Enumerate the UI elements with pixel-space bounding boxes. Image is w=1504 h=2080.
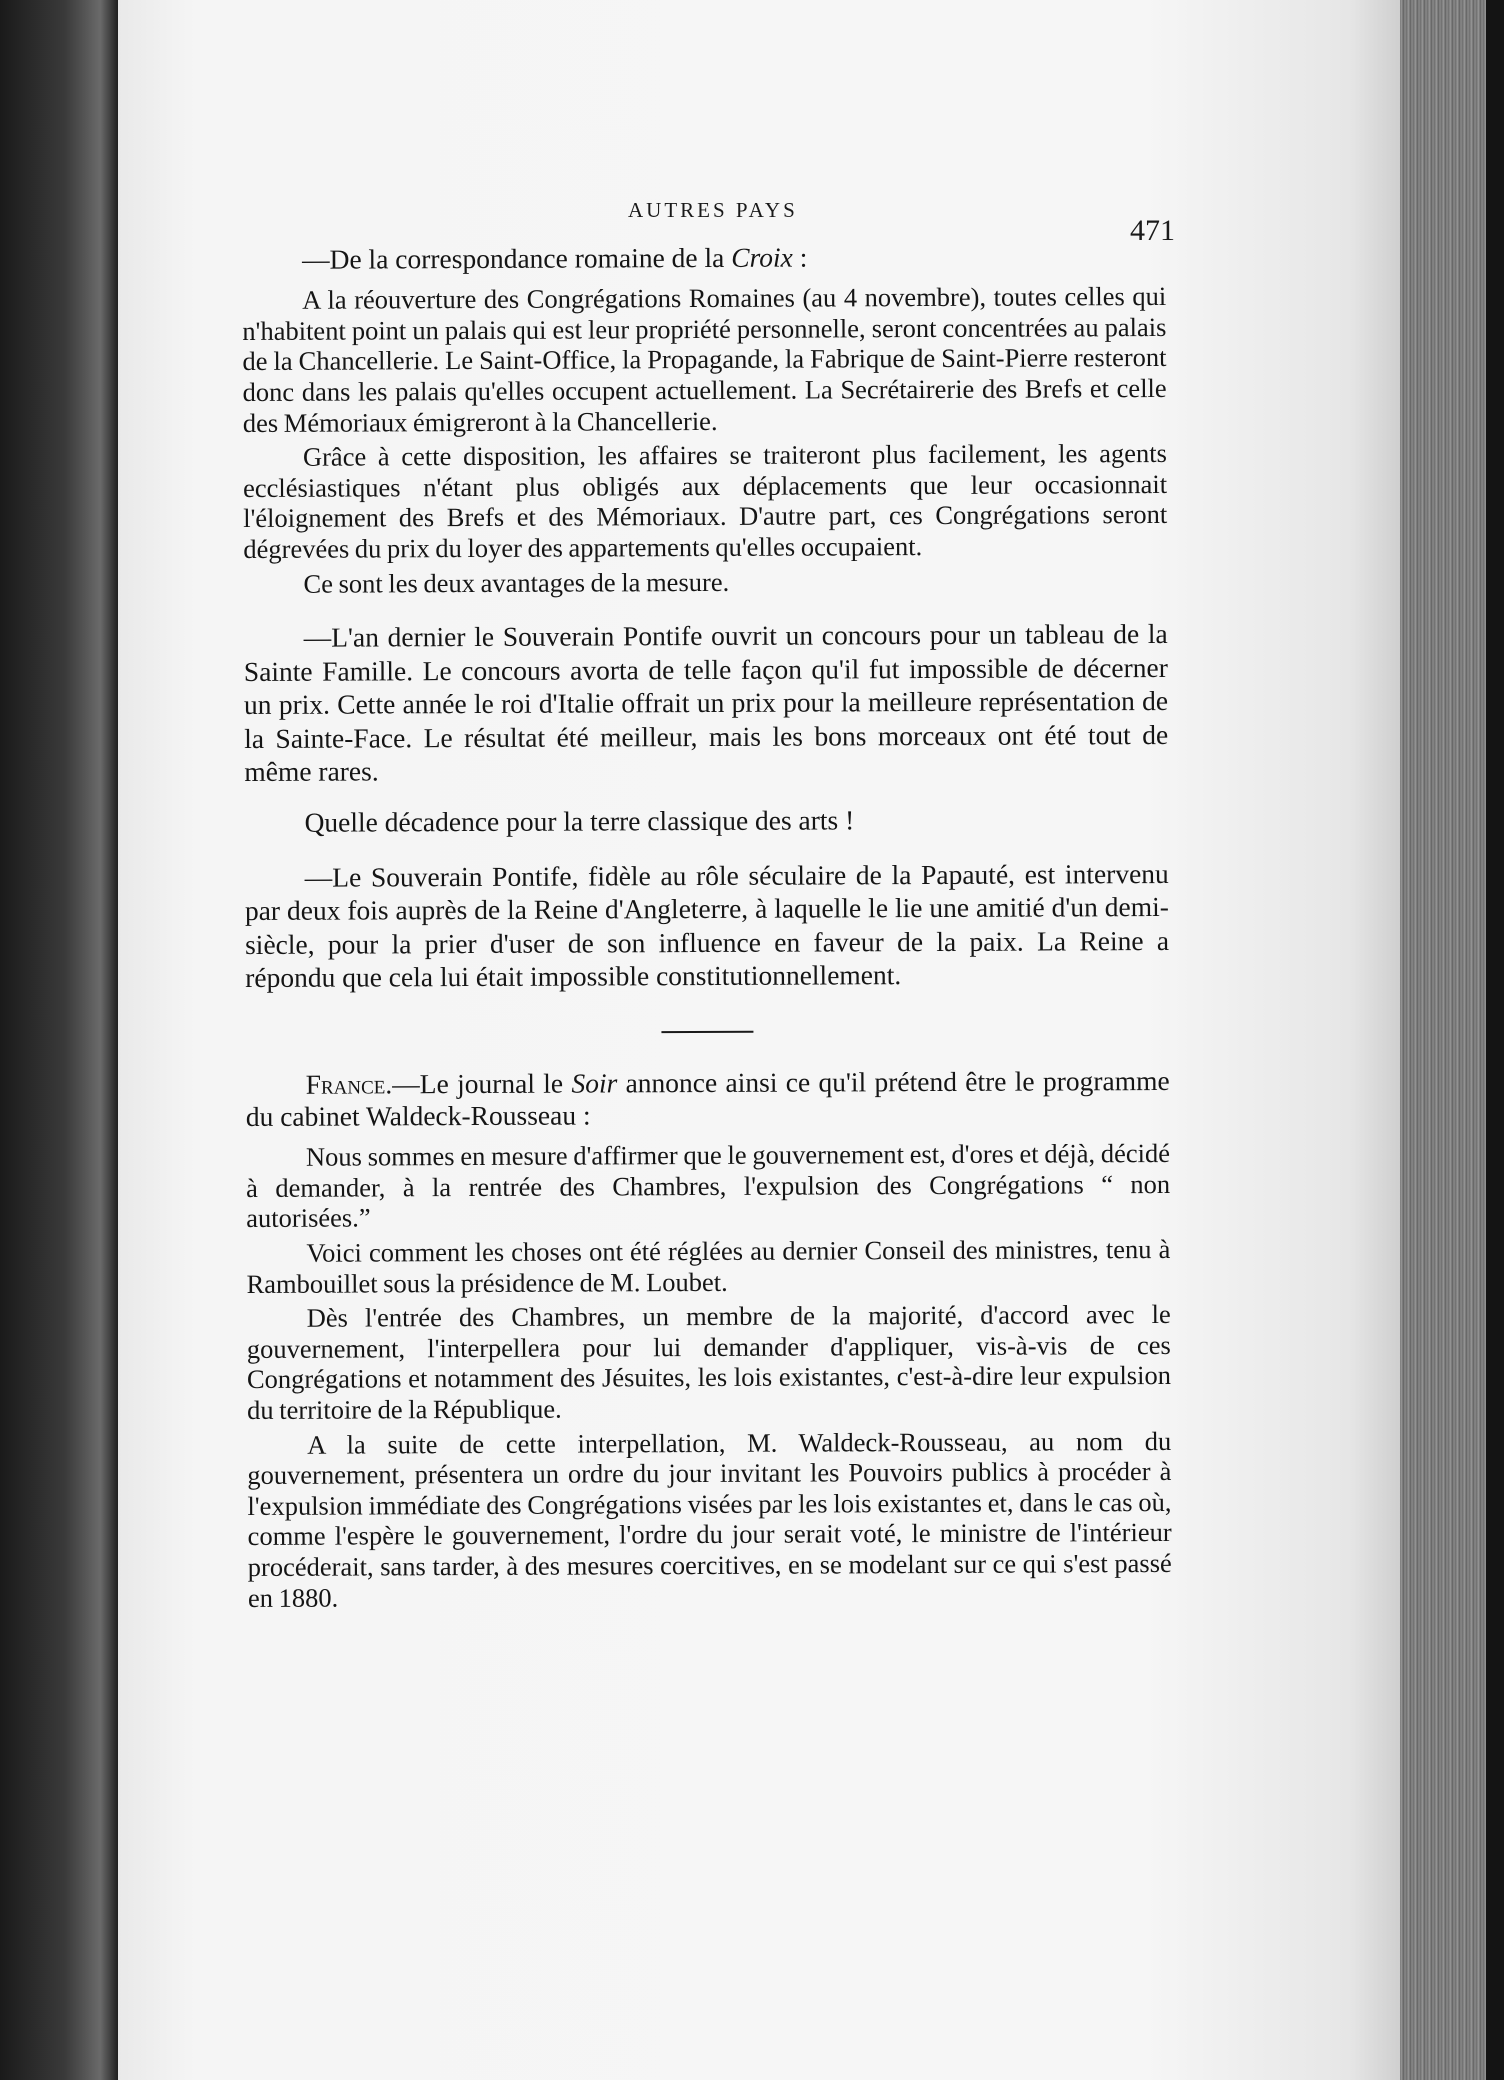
- section-divider: [661, 1031, 753, 1033]
- facing-page-edge: [0, 0, 118, 2080]
- paragraph-affirmer: Nous sommes en mesure d'affirmer que le gouvernement est, d'ores et déjà, décidé à demander, à la rentrée des Chambres, l'expulsion des Congrégations “ non autorisées.”: [246, 1138, 1171, 1234]
- paragraph-avantages: Ce sont les deux avantages de la mesure.: [303, 566, 730, 599]
- paragraph-rambouillet: Voici comment les choses ont été réglées au dernier Conseil des ministres, tenu à Rambouillet sous la présidence de M. Loubet.: [246, 1233, 1171, 1299]
- paragraph-congregations-quote: A la réouverture des Congrégations Romaines (au 4 novembre), toutes celles qui n'habitent point un palais qui est leur propriété personnelle, seront concentrées au palais de la Chancellerie. Le Saint-Office, la Propagande, la Fabrique de Saint-Pierre resteront donc dans les palais qu'elles occupent actuellement. La Secrétairerie des Brefs et celle des Mémoriaux émigreront à la Chancellerie.: [242, 281, 1167, 438]
- running-head: AUTRES PAYS: [628, 198, 798, 222]
- paragraph-ordre-du-jour: A la suite de cette interpellation, M. Waldeck-Rousseau, au nom du gouvernement, présentera un ordre du jour invitant les Pouvoirs publics à procéder à l'expulsion immédiate des Congrégations visées par les lois existantes et, dans le cas où, comme l'espère le gouvernement, l'ordre du jour serait voté, le ministre de l'intérieur procéderait, sans tarder, à des mesures coercitives, en se modelant sur ce qui s'est passé en 1880.: [247, 1425, 1172, 1613]
- paragraph-reine: —Le Souverain Pontife, fidèle au rôle séculaire de la Papauté, est intervenu par deux fois auprès de la Reine d'Angleterre, à laquelle le lie une amitié d'un demi-siècle, pour la prier d'user de son influence en faveur de la paix. La Reine a répondu que cela lui était impossible constitutionnellement.: [244, 857, 1170, 994]
- page-stack-edges: [1400, 0, 1504, 2080]
- paragraph-decadence: Quelle décadence pour la terre classique des arts !: [304, 803, 855, 838]
- paragraph-france: France.—Le journal le Soir annonce ainsi ce qu'il prétend être le programme du cabinet Waldeck-Rousseau :: [245, 1064, 1170, 1133]
- page-number: 471: [1130, 214, 1175, 247]
- paragraph-concours: —L'an dernier le Souverain Pontife ouvrit un concours pour un tableau de la Sainte Famille. Le concours avorta de telle façon qu'il fut impossible de décerner un prix. Cette année le roi d'Italie offrait un prix pour la meilleure représentation de la Sainte-Face. Le résultat été meilleur, mais les bons morceaux ont été tout de même rares.: [243, 618, 1169, 788]
- paragraph-interpellation: Dès l'entrée des Chambres, un membre de la majorité, d'accord avec le gouvernement, l'interpellera pour lui demander d'appliquer, vis-à-vis de ces Congrégations et notamment des Jésuites, les lois existantes, c'est-à-dire leur expulsion du territoire de la République.: [246, 1299, 1172, 1425]
- paragraph-disposition: Grâce à cette disposition, les affaires se traiteront plus facilement, les agents ecclésiastiques n'étant plus obligés aux déplacements que leur occasionnait l'éloignement des Brefs et des Mémoriaux. D'autre part, ces Congrégations seront dégrevées du prix du loyer des appartements qu'elles occupaient.: [242, 438, 1168, 564]
- page-body: [242, 240, 1172, 1617]
- paragraph-croix-intro: —De la correspondance romaine de la Croix :: [301, 241, 808, 275]
